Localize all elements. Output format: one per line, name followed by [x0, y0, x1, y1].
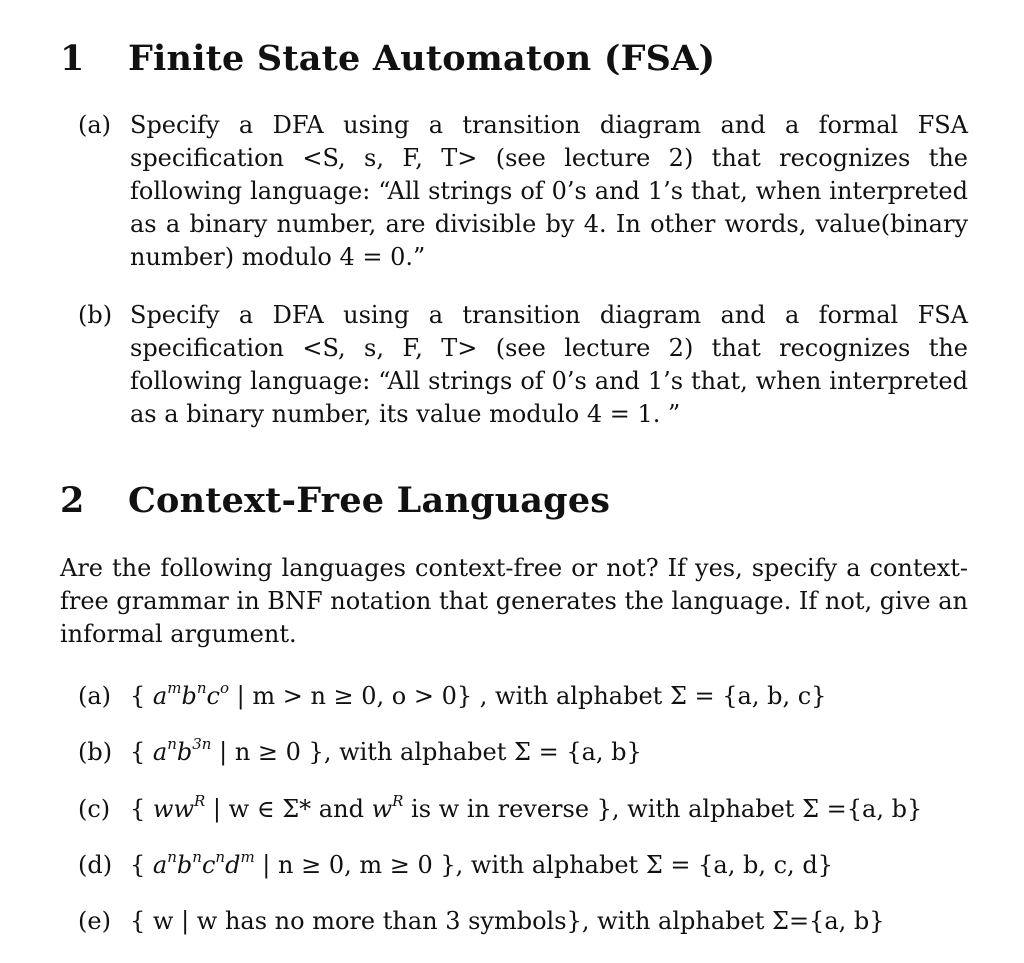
math-var: d: [225, 851, 241, 879]
language-b: [78, 736, 642, 769]
math-var: w: [371, 795, 393, 823]
math-var: b: [176, 738, 193, 766]
language-a-text: | m > n ≥ 0, o > 0} , with alphabet Σ = {a, b, c}: [228, 682, 827, 710]
language-e-text: { w | w has no more than 3 symbols}, with alphabet Σ={a, b}: [130, 907, 885, 935]
fsa-item-b-text: Specify a DFA using a transition diagram and a formal FSA specification <S, s, F, T> (see lecture 2) that recognizes the following language: “All strings of 0’s and 1’s that, when interpreted as a binary number, its value modulo 4 = 1. ”: [130, 301, 968, 428]
language-c: [78, 793, 922, 826]
math-exp: n: [196, 679, 207, 697]
language-b-text: | n ≥ 0 }, with alphabet Σ = {a, b}: [211, 738, 642, 766]
math-var: b: [181, 682, 197, 710]
math-exp: m: [167, 679, 182, 697]
language-b-open: {: [130, 738, 153, 766]
fsa-item-a-label: (a): [78, 111, 112, 139]
math-var: c: [206, 682, 220, 710]
math-exp: n: [192, 848, 202, 866]
language-e-label: (e): [78, 907, 111, 935]
section-2-heading: [60, 480, 610, 521]
fsa-item-a-text: Specify a DFA using a transition diagram and a formal FSA specification <S, s, F, T> (see lecture 2) that recognizes the following language: “All strings of 0’s and 1’s that, when interpreted as a binary number, are divisible by 4. In other words, value(binary number) modulo 4 = 0.”: [130, 111, 968, 271]
language-d-text: | n ≥ 0, m ≥ 0 }, with alphabet Σ = {a, b, c, d}: [254, 851, 833, 879]
math-exp: 3n: [192, 735, 212, 753]
math-var: c: [201, 851, 216, 879]
language-b-label: (b): [78, 738, 113, 766]
math-var: b: [176, 851, 193, 879]
math-exp: n: [215, 848, 226, 866]
language-c-open: {: [130, 795, 153, 823]
language-c-text: is w in reverse }, with alphabet Σ ={a, b}: [403, 795, 923, 823]
language-e: [78, 905, 885, 938]
math-exp: n: [167, 848, 177, 866]
math-var: a: [152, 682, 168, 710]
language-a-open: {: [130, 682, 153, 710]
section-2-intro: Are the following languages context-free or not? If yes, specify a context-free grammar in BNF notation that generates the language. If not, give an informal argument.: [60, 554, 968, 648]
math-exp: m: [240, 848, 255, 866]
section-2-title: Context-Free Languages: [128, 480, 611, 521]
math-exp: o: [219, 679, 229, 697]
fsa-item-a: [78, 109, 968, 274]
math-var: a: [152, 851, 168, 879]
section-1-heading: [60, 38, 715, 79]
language-a-label: (a): [78, 682, 112, 710]
language-d-open: {: [130, 851, 153, 879]
math-var: a: [152, 738, 168, 766]
language-a: [78, 680, 826, 713]
language-d: [78, 849, 833, 882]
language-d-label: (d): [78, 851, 113, 879]
math-exp: R: [392, 792, 404, 810]
section-1-number: 1: [60, 38, 85, 79]
language-c-mid: | w ∈ Σ* and: [205, 795, 372, 823]
math-exp: n: [167, 735, 177, 753]
section-2-number: 2: [60, 480, 85, 521]
fsa-item-b-label: (b): [78, 301, 113, 329]
fsa-item-b: [78, 299, 968, 431]
math-var: ww: [152, 795, 194, 823]
language-c-label: (c): [78, 795, 111, 823]
section-1-title: Finite State Automaton (FSA): [128, 38, 716, 79]
math-exp: R: [194, 792, 206, 810]
